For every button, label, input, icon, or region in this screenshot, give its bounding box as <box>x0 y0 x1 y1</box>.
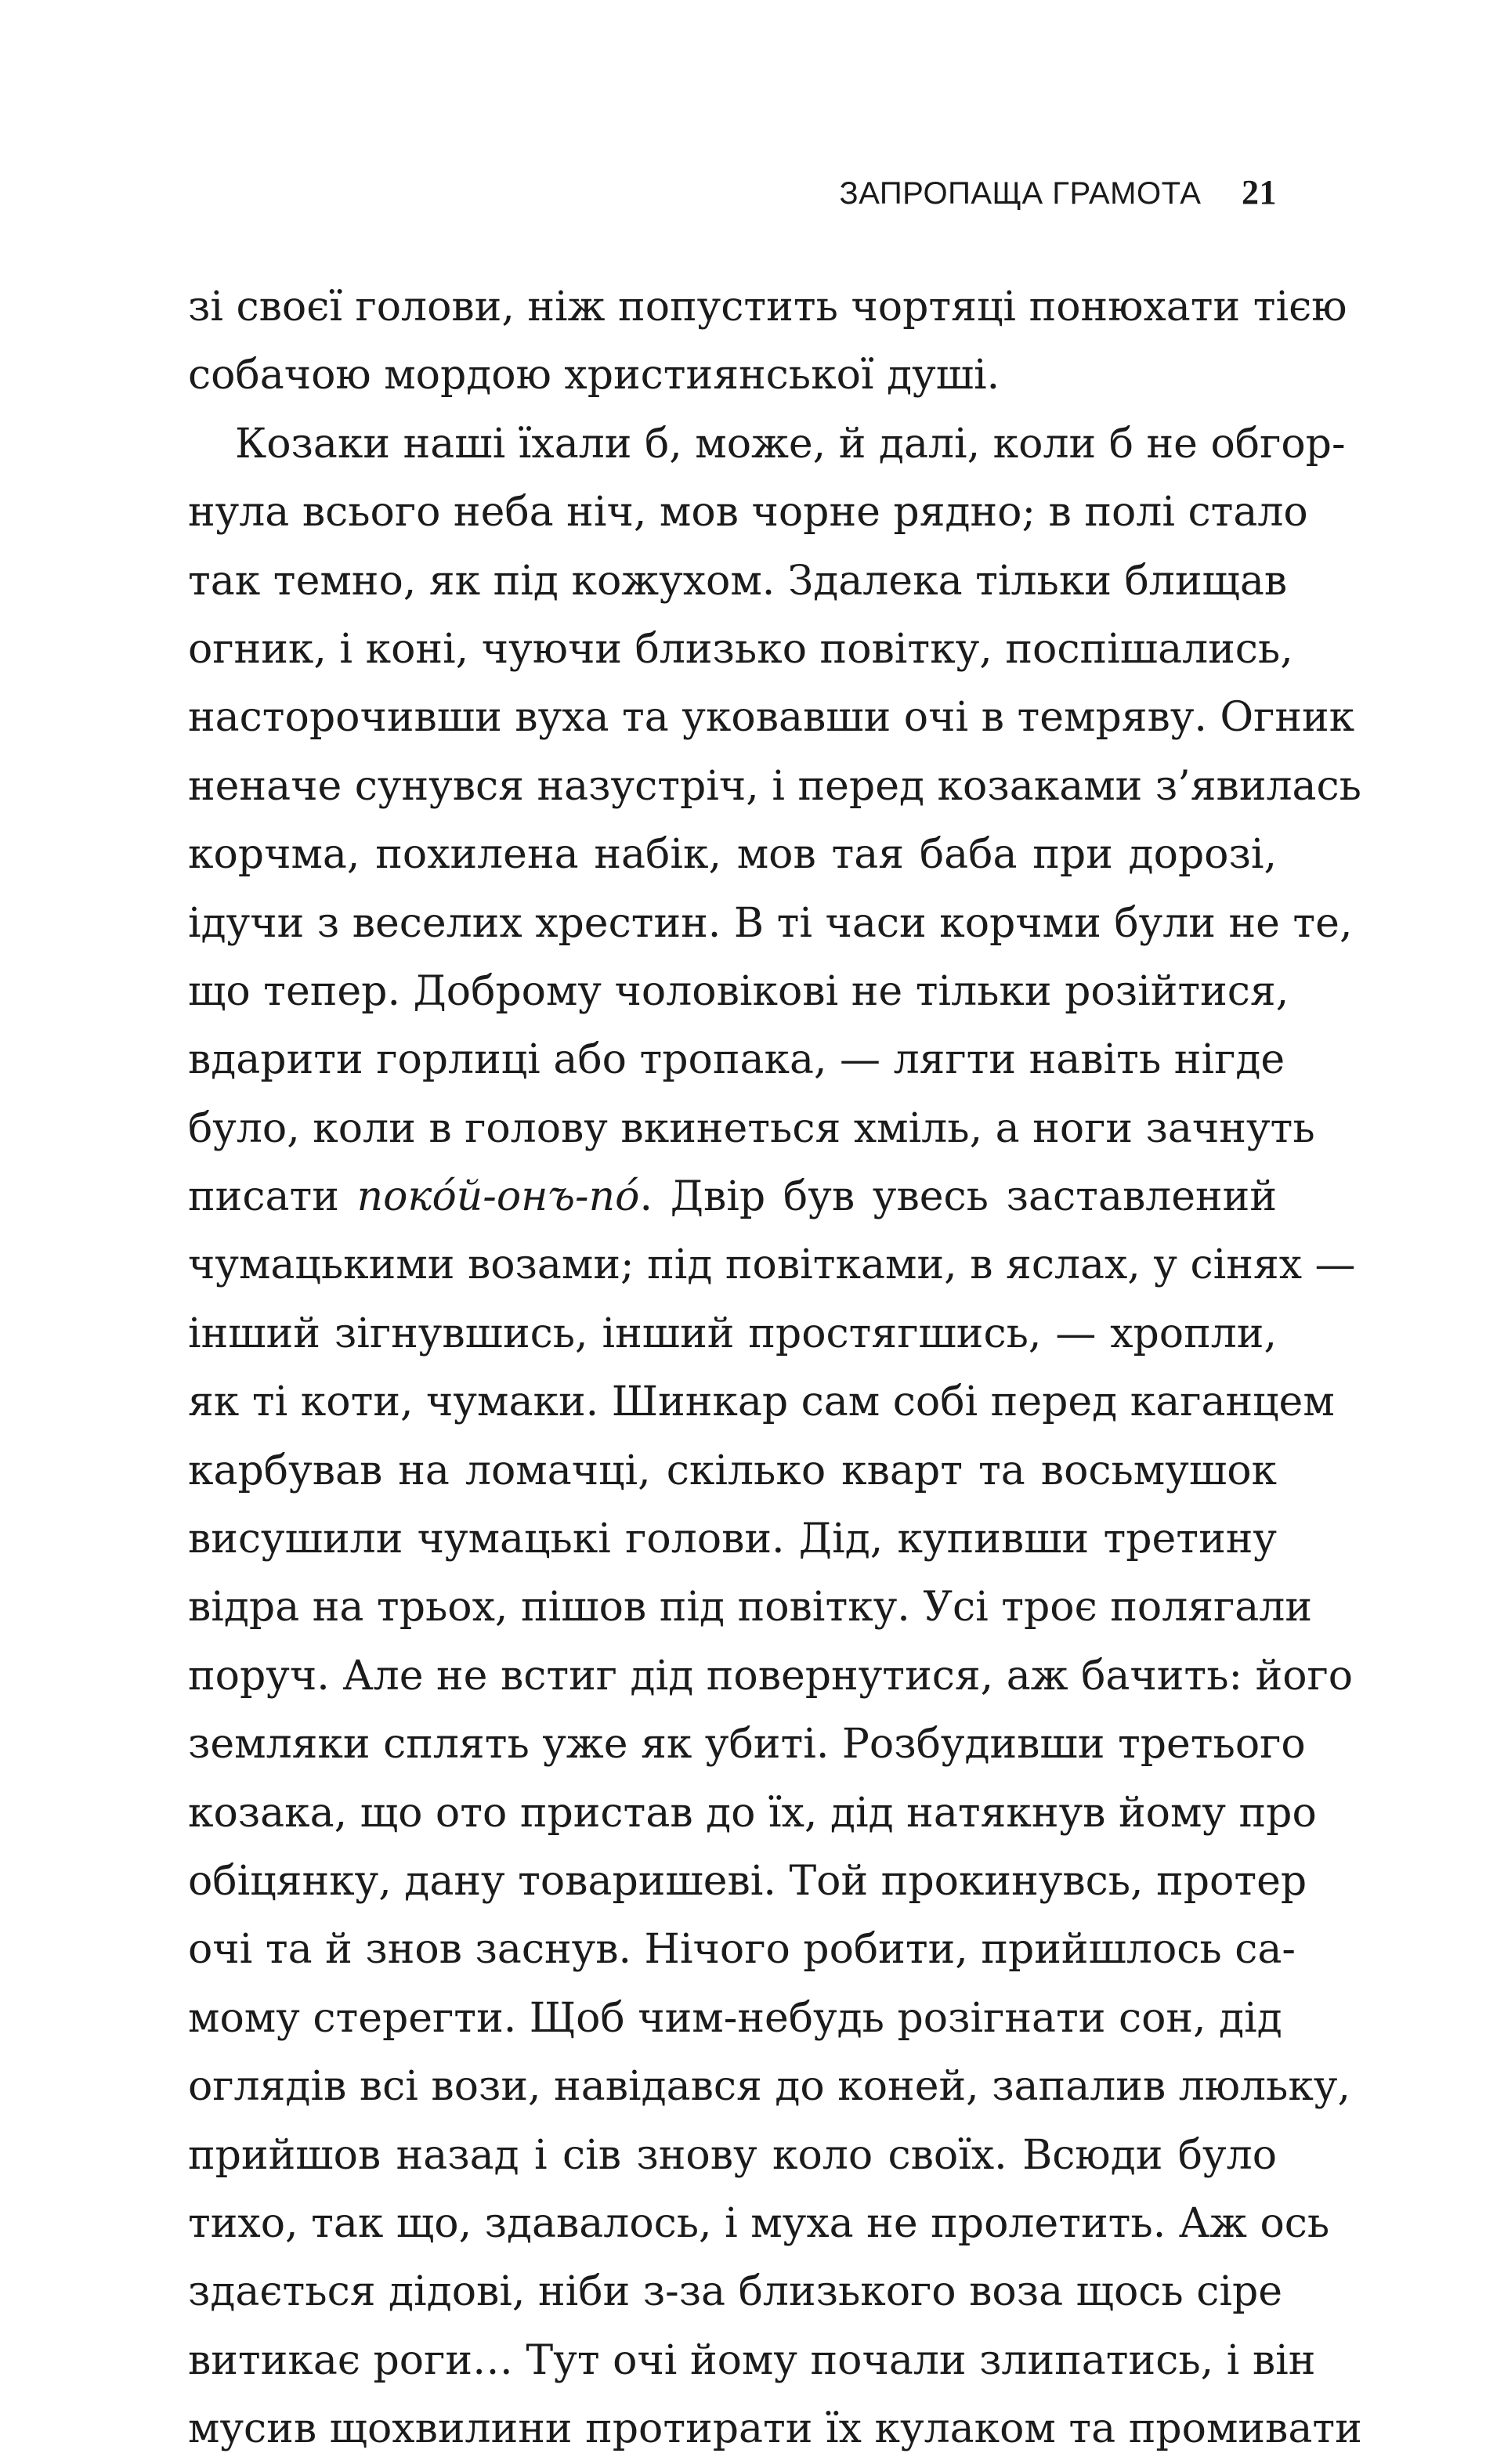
text-line: так темно, як під кожухом. Здалека тільки блищав <box>188 557 1288 605</box>
text-line: поруч. Але не встиг дід повернутися, аж бачить: його <box>188 1652 1354 1700</box>
text-line: зі своєї голови, ніж попустить чортяці понюхати тією <box>188 284 1347 331</box>
running-head-title: ЗАПРОПАЩА ГРАМОТА <box>839 176 1202 211</box>
text-line: мусив щохвилини протирати їх кулаком та промивати <box>188 2405 1362 2453</box>
running-head <box>188 172 1277 212</box>
text-line: обіцянку, дану товаришеві. Той прокинувсь, протер <box>188 1857 1307 1905</box>
text-line: козака, що ото пристав до їх, дід натякнув йому про <box>188 1789 1317 1837</box>
text-line: вдарити горлиці або тропака, — лягти навіть нігде <box>188 1036 1285 1084</box>
text-line: прийшов назад і сів знову коло своїх. Всюди було <box>188 2131 1277 2179</box>
text-line: ідучи з веселих хрестин. В ті часи корчми були не те, <box>188 899 1353 947</box>
text-line: неначе сунувся назустріч, і перед козаками з’явилась <box>188 762 1361 810</box>
text-line-with-italic <box>188 1163 1277 1231</box>
text-line: відра на трьох, пішов під повітку. Усі троє полягали <box>188 1584 1312 1631</box>
text-line: як ті коти, чумаки. Шинкар сам собі перед каганцем <box>188 1378 1335 1426</box>
text-line: інший зігнувшись, інший простягшись, — хропли, <box>188 1310 1277 1357</box>
text-line: було, коли в голову вкинеться хміль, а ноги зачнуть <box>188 1104 1315 1152</box>
text-line: нула всього неба ніч, мов чорне рядно; в полі стало <box>188 489 1308 537</box>
text-line: собачою мордою християнської душі. <box>188 352 1000 399</box>
text-line: здається дідові, ніби з-за близького воза щось сіре <box>188 2268 1283 2316</box>
text-line: земляки сплять уже як убиті. Розбудивши третього <box>188 1721 1306 1769</box>
body-text <box>188 273 1362 2464</box>
text-line: корчма, похилена набік, мов тая баба при дорозі, <box>188 831 1277 879</box>
text-line: витикає роги… Тут очі йому почали злипатись, і він <box>188 2336 1316 2384</box>
page-number: 21 <box>1242 173 1277 211</box>
text-line: очі та й знов заснув. Нічого робити, прийшлось са- <box>188 1926 1296 1974</box>
text-segment: . Двір був увесь заставлений <box>639 1173 1277 1221</box>
text-line: чумацькими возами; під повітками, в яслах, у сінях — <box>188 1241 1356 1289</box>
text-line: мому стерегти. Щоб чим-небудь розігнати сон, дід <box>188 1994 1282 2042</box>
text-line: тихо, так що, здавалось, і муха не пролетить. Аж ось <box>188 2199 1330 2247</box>
text-segment: писати <box>188 1173 339 1221</box>
italic-phrase: покóй-онъ-пó <box>356 1173 640 1221</box>
text-line: карбував на ломачці, скілько кварт та восьмушок <box>188 1447 1277 1494</box>
text-line: оглядів всі вози, навідався до коней, запалив люльку, <box>188 2063 1350 2111</box>
text-line: що тепер. Доброму чоловікові не тільки розійтися, <box>188 967 1289 1015</box>
text-line: огник, і коні, чуючи близько повітку, поспішались, <box>188 625 1293 673</box>
text-line: насторочивши вуха та уковавши очі в темряву. Огник <box>188 694 1355 742</box>
text-line: Козаки наші їхали б, може, й далі, коли б не обгор- <box>235 420 1346 468</box>
text-line: висушили чумацькі голови. Дід, купивши третину <box>188 1516 1277 1563</box>
